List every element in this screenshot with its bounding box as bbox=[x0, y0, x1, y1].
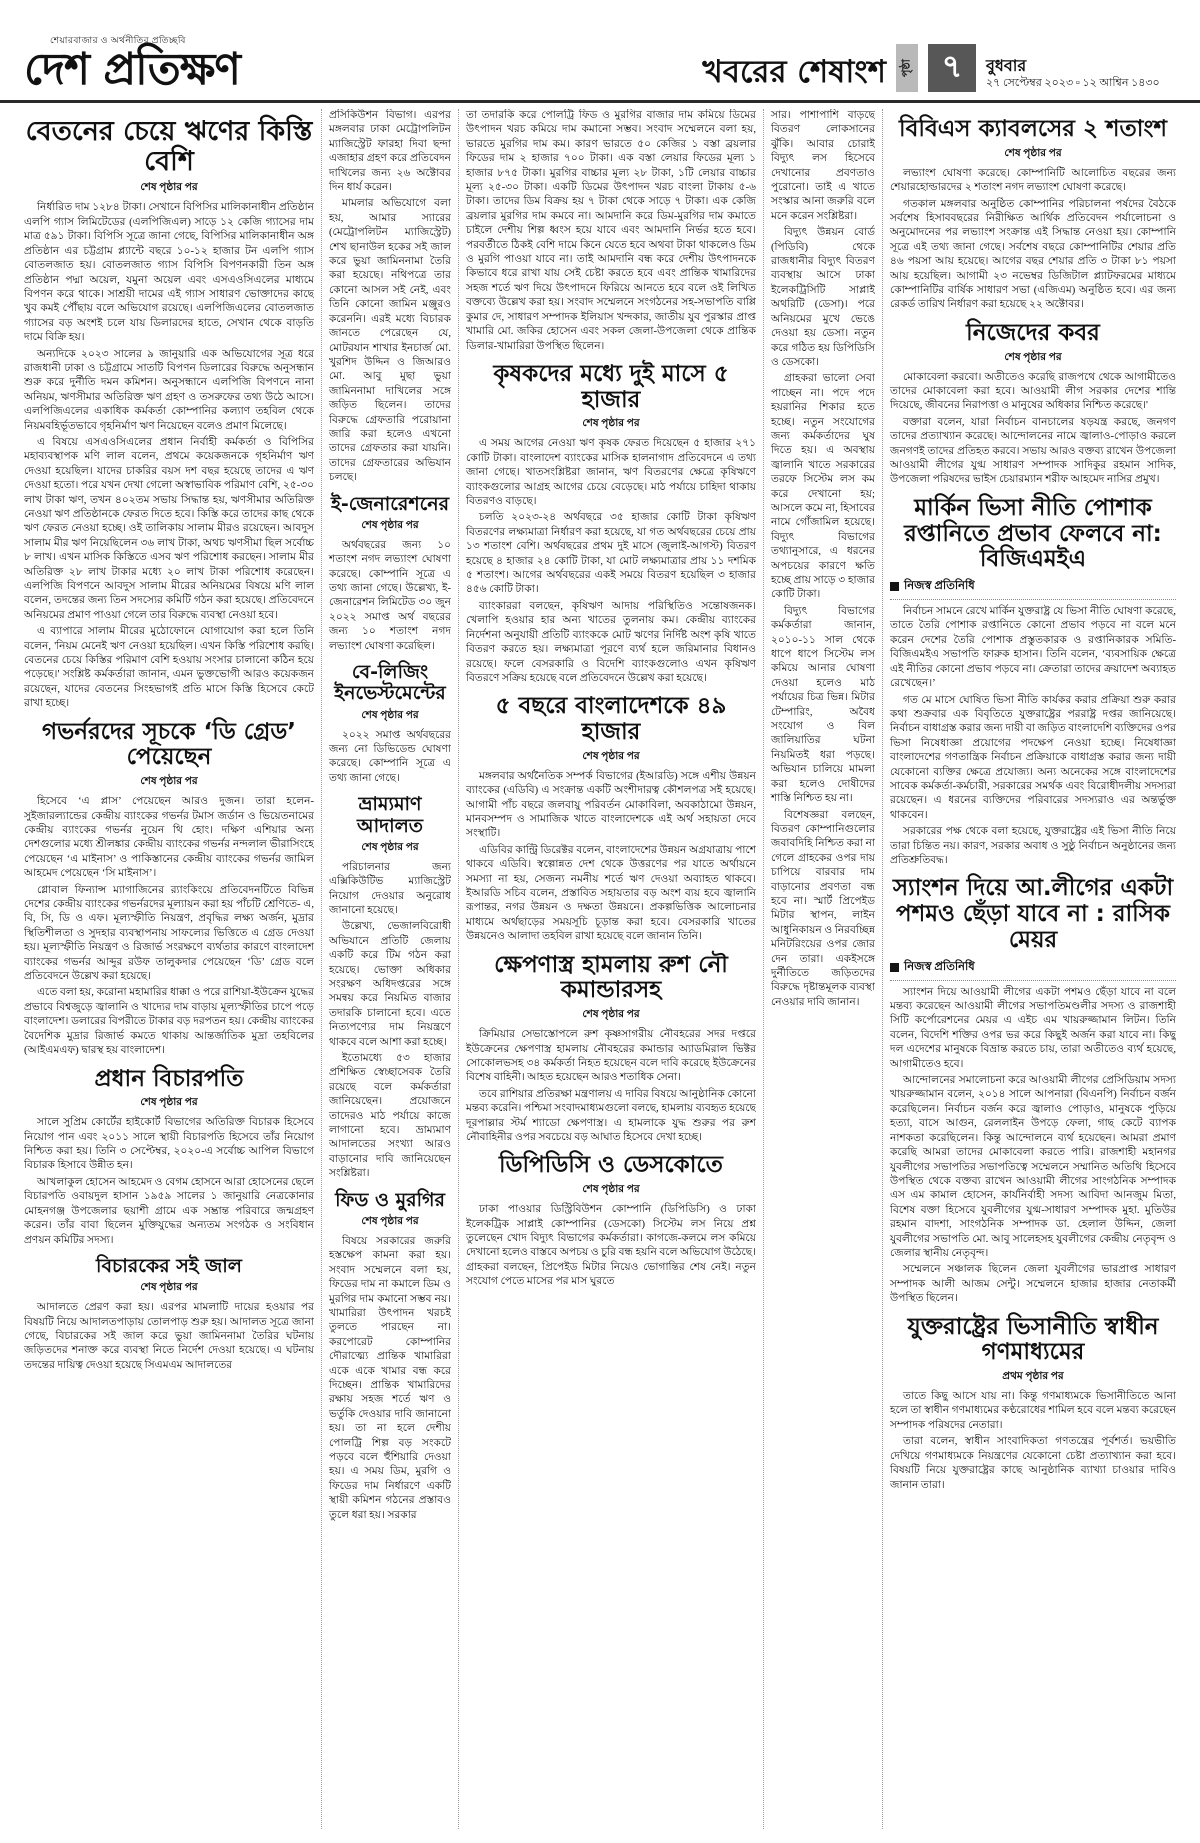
article bbox=[771, 109, 875, 1010]
body-paragraph: এ বিষয়ে এসএওসিএলের প্রধান নির্বাহী কর্মকর্তা ও বিপিসির মহাব্যবস্থাপক মণি লাল বলেন, প্রথমে কয়েকজনকে গৃহনির্মাণ ঋণ দেওয়া হয়েছিল। যাদের চাকরির বয়স দশ বছর হয়েছে তাদের এ ঋণ দেওয়া হতো। পরে যখন দেখা গেলো অস্বাভাবিক পরিমাণ বেশি, ২৫-৩০ লাখ টাকা ঋণ, তখন ৪০২তম সভায় সিদ্ধান্ত হয়, ঋণসীমার অতিরিক্ত নেওয়া ঋণ প্রতিষ্ঠানকে ফেরত দিতে হবে। কিস্তি করে তাদের কাছ থেকে ঋণ ফেরত নেওয়া হচ্ছে। ওই তালিকায় সালাম মীরও রয়েছেন। আবদুস সালাম মীর ঋণ নিয়েছিলেন ৩৬ লাখ টাকা, অথচ ঋণসীমা ছিল সর্বোচ্চ ৮ লাখ। এখন মাসিক কিস্তিতে এসব ঋণ পরিশোধ করছেন। সালাম মীর অতিরিক্ত ২৮ লাখ টাকার মধ্যে ২০ লাখ টাকা পরিশোধ করেছেন। এলপিজি বিপণনে আবদুস সালাম মীরের অনিয়মের বিষয়ে মণি লাল বলেন, তদন্তের জন্য তিন সদস্যের কমিটি গঠন করা হয়েছে। প্রতিবেদনে অনিয়মের প্রমাণ পাওয়া গেলে তার বিরুদ্ধে ব্যবস্থা নেওয়া হবে। bbox=[24, 436, 314, 621]
article bbox=[329, 494, 451, 655]
newspaper-logo-block bbox=[24, 33, 241, 95]
article-headline: কৃষকদের মধ্যে দুই মাসে ৫ হাজার bbox=[493, 360, 729, 413]
article bbox=[890, 117, 1176, 313]
body-paragraph: ২০২২ সমাপ্ত অর্থবছরের জন্য নো ডিভিডেন্ড ঘোষণা করেছে। কোম্পানি সূত্রে এ তথ্য জানা গেছে। bbox=[329, 729, 451, 784]
article bbox=[329, 794, 451, 1181]
body-paragraph: তা তদারকি করে পোলট্রি ফিড ও মুরগির বাজার দাম কমিয়ে ডিমের উৎপাদন খরচ কমিয়ে দাম কমানো সম্ভব। সংবাদ সম্মেলনে বলা হয়, ভারতে মুরগির দাম কম। কারণ ভারতে ৫০ কেজির ১ বস্তা ব্রয়লার ফিডের দাম ২ হাজার ৭০০ টাকা। এক বস্তা লেয়ার ফিডের মূল্য ১ হাজার ৮৭৫ টাকা। মুরগির বাচ্চার মূল্য ২৮ টাকা, ১টি লেয়ার বাচ্চার মূল্য ২৫-৩০ টাকা। একটি ডিমের উৎপাদন খরচ বাংলা টাকায় ৫-৬ টাকা। তাদের ডিম বিক্রয় হয় ৭ টাকা থেকে সাড়ে ৭ টাকা। এক কেজি ব্রয়লার মুরগির দাম কমবে না। আমদানি করে ডিম-মুরগির দাম কমাতে চাইলে দেশীয় শিল্প ধ্বংস হয়ে যাবে এবং আমদানি নির্ভর হতে হবে। পরবর্তীতে ঠিকই বেশি দামে কিনে যেতে হবে অথবা টাকা থাকলেও ডিম ও মুরগি পাওয়া যাবে না। তাই আমদানি বন্ধ করে দেশীয় উৎপাদনকে কিভাবে ধরে রাখা যায় সেই চেষ্টা করতে হবে এবং প্রান্তিক খামারিদের সহজ শর্তে ঋণ দিয়ে উৎপাদনে ফিরিয়ে আনতে হবে বলে ওই লিখিত বক্তব্যে উল্লেখ করা হয়। সংবাদ সম্মেলনে সংগঠনের সহ-সভাপতি বাপ্পি কুমার দে, সাধারণ সম্পাদক ইলিয়াস খন্দকার, জাতীয় যুব পুরস্কার প্রাপ্ত খামারি মো. জকির হোসেন এবং সকল জেলা-উপজেলা থেকে প্রান্তিক ডিলার-খামারিরা উপস্থিত ছিলেন। bbox=[466, 110, 756, 352]
column-1 bbox=[24, 109, 314, 1829]
body-paragraph: মোকাবেলা করবো। অতীতেও করেছি রাজপথে থেকে আগামীতেও তাদের মোকাবেলা করা হবে। আওয়ামী লীগ সরকার দেশের শান্তি দিয়েছে, জীবনের নিরাপত্তা ও মানুষের অধিকার নিশ্চিত করেছে।' bbox=[890, 371, 1176, 412]
continued-from-label: শেষ পৃষ্ঠার পর bbox=[361, 709, 419, 721]
article bbox=[466, 694, 756, 944]
continued-from-label: শেষ পৃষ্ঠার পর bbox=[140, 1097, 198, 1109]
article bbox=[890, 321, 1176, 488]
article-headline: বিবিএস ক্যাবলসের ২ শতাংশ bbox=[899, 116, 1167, 142]
continued-from-label: শেষ পৃষ্ঠার পর bbox=[361, 841, 419, 853]
byline-text: নিজস্ব প্রতিনিধি bbox=[904, 580, 975, 593]
byline bbox=[890, 958, 1176, 977]
body-paragraph: ঢাকা পাওয়ার ডিস্ট্রিবিউশন কোম্পানি (ডিপিডিসি) ও ঢাকা ইলেকট্রিক সাপ্লাই কোম্পানির (ডেসকো) সিস্টেম লস নিয়ে প্রশ্ন তুলেছেন খোদ বিদ্যুৎ বিভাগের কর্মকর্তারা। কাগজে-কলমে লস কমিয়ে দেখানো হলেও বাস্তবে অপচয় ও চুরি বন্ধ হয়নি বলে অভিযোগ উঠেছে। গ্রাহকরা বলছেন, প্রিপেইড মিটার নিয়েও ভোগান্তির শেষ নেই। নতুন সংযোগ পেতে মাসের পর মাস ঘুরতে bbox=[466, 1204, 756, 1288]
body-paragraph: আদালতে প্রেরণ করা হয়। এরপর মামলাটি দায়ের হওয়ার পর বিষয়টি নিয়ে আদালতপাড়ায় তোলপাড় শুরু হয়। আদালত সূত্রে জানা গেছে, বিচারকের সই জাল করে ভুয়া জামিননামা তৈরির ঘটনায় জড়িতদের শনাক্ত করে ব্যবস্থা নিতে নির্দেশ দেওয়া হয়েছে। এ ঘটনায় তদন্তের দায়িত্ব দেওয়া হয়েছে সিএমএম আদালতের bbox=[24, 1302, 314, 1371]
byline-rule bbox=[890, 599, 1176, 600]
body-paragraph: উল্লেখ্য, ভেজালবিরোধী অভিযানে প্রতিটি জেলায় একটি করে টিম গঠন করা হয়েছে। ভোক্তা অধিকার সংরক্ষণ অধিদপ্তরের সঙ্গে সমন্বয় করে নিয়মিত বাজার তদারকি চালানো হবে। এতে নিত্যপণ্যের দাম নিয়ন্ত্রণে থাকবে বলে আশা করা হচ্ছে। bbox=[329, 921, 451, 1048]
continued-from-label: প্রথম পৃষ্ঠার পর bbox=[1002, 1371, 1064, 1383]
article-headline: বিচারকের সই জাল bbox=[96, 1254, 242, 1277]
column-2 bbox=[321, 109, 451, 1829]
body-paragraph: ব্যাংকাররা বলছেন, কৃষিঋণ আদায় পরিস্থিতিও সন্তোষজনক। খেলাপি হওয়ার হার অন্য খাতের তুলনায় কম। কেন্দ্রীয় ব্যাংকের নির্দেশনা অনুযায়ী প্রতিটি ব্যাংককে মোট ঋণের নির্দিষ্ট অংশ কৃষি খাতে বিতরণ করতে হয়। লক্ষ্যমাত্রা পূরণে ব্যর্থ হলে জরিমানার বিধানও রয়েছে। ফলে বেসরকারি ও বিদেশি ব্যাংকগুলোও এখন কৃষিঋণ বিতরণে সক্রিয় হয়েছে বলে প্রতিবেদনে উল্লেখ করা হয়েছে। bbox=[466, 600, 756, 684]
article-headline: নিজেদের কবর bbox=[966, 319, 1100, 346]
article bbox=[890, 496, 1176, 869]
continued-from-label: শেষ পৃষ্ঠার পর bbox=[140, 1282, 198, 1294]
continued-from-label: শেষ পৃষ্ঠার পর bbox=[140, 776, 198, 788]
continued-from-label: শেষ পৃষ্ঠার পর bbox=[361, 519, 419, 531]
article-headline: ভ্রাম্যমাণ আদালত bbox=[356, 793, 424, 837]
page-number-box: ৭ bbox=[928, 44, 976, 92]
date-label: ২৭ সেপ্টেম্বর ২০২৩ ▫ ১২ আশ্বিন ১৪৩০ bbox=[986, 76, 1160, 89]
body-paragraph: চলতি ২০২৩-২৪ অর্থবছরে ৩৫ হাজার কোটি টাকা কৃষিঋণ বিতরণের লক্ষ্যমাত্রা নির্ধারণ করা হয়েছে, যা গত অর্থবছরের চেয়ে প্রায় ১৩ শতাংশ বেশি। অর্থবছরের প্রথম দুই মাসে (জুলাই-আগস্ট) বিতরণ হয়েছে ৪ হাজার ২৪ কোটি টাকা, যা মোট লক্ষ্যমাত্রার প্রায় ১১ দশমিক ৫ শতাংশ। আগের অর্থবছরের একই সময়ে বিতরণ হয়েছিল ৩ হাজার ৪৫৬ কোটি টাকা। bbox=[466, 512, 756, 596]
article bbox=[466, 109, 756, 354]
body-paragraph: সম্মেলনে সঞ্চালক ছিলেন জেলা যুবলীগের ভারপ্রাপ্ত সাধারণ সম্পাদক আলী আজম সেন্টু। সম্মেলনে হাজার হাজার নেতাকর্মী উপস্থিত ছিলেন। bbox=[890, 1264, 1176, 1305]
body-paragraph: সার। পাশাপাশি বাড়ছে বিতরণ লোকসানের ঝুঁকি। আবার চোরাই বিদ্যুৎ লস হিসেবে দেখানোর প্রবণতাও পুরোনো। তাই এ খাতে সংস্কার আনা জরুরি বলে মনে করেন সংশ্লিষ্টরা। bbox=[771, 110, 875, 222]
article-headline: বেতনের চেয়ে ঋণের কিস্তি বেশি bbox=[25, 116, 313, 178]
article-headline: ৫ বছরে বাংলাদেশকে ৪৯ হাজার bbox=[495, 693, 727, 746]
continued-from-label: শেষ পৃষ্ঠার পর bbox=[140, 182, 198, 194]
body-paragraph: গ্লোবাল ফিন্যান্স ম্যাগাজিনের র‌্যাংকিংয়ে প্রতিবেদনটিতে বিভিন্ন দেশের কেন্দ্রীয় ব্যাংকের গভর্নরদের মূল্যায়ন করা হয় পাঁচটি শ্রেণিতে- এ, বি, সি, ডি ও এফ। মূল্যস্ফীতি নিয়ন্ত্রণ, প্রবৃদ্ধির লক্ষ্য অর্জন, মুদ্রার স্থিতিশীলতা ও সুদহার ব্যবস্থাপনায় সাফল্যের ভিত্তিতে এ গ্রেড দেওয়া হয়। মূল্যস্ফীতি নিয়ন্ত্রণ ও রিজার্ভ সংরক্ষণে ব্যর্থতার কারণে বাংলাদেশ ব্যাংকের গভর্নর আব্দুর রউফ তালুকদার পেয়েছেন ‘ডি’ গ্রেড বলে প্রতিবেদনে উল্লেখ করা হয়েছে। bbox=[24, 884, 314, 983]
byline-text: নিজস্ব প্রতিনিধি bbox=[904, 960, 975, 973]
article bbox=[329, 1190, 451, 1523]
article bbox=[466, 362, 756, 686]
article bbox=[24, 1067, 314, 1248]
page-label-box: পৃষ্ঠা bbox=[896, 44, 918, 92]
body-paragraph: গত মে মাসে ঘোষিত ভিসা নীতি কার্যকর করার প্রক্রিয়া শুরু করার কথা শুক্রবার এক বিবৃতিতে যুক্তরাষ্ট্রের পররাষ্ট্র দপ্তর জানিয়েছে। নির্বাচন বাধাগ্রস্ত করার জন্য দায়ী বা জড়িত বাংলাদেশি ব্যক্তিদের ওপর ভিসা নিষেধাজ্ঞা প্রয়োগের পদক্ষেপ নেওয়া হচ্ছে। নিষেধাজ্ঞা বাংলাদেশের গণতান্ত্রিক নির্বাচন প্রক্রিয়াকে বাধাগ্রস্ত করার জন্য দায়ী যেকোনো ব্যক্তির ক্ষেত্রে প্রযোজ্য। অন্য অনেকের সঙ্গে বাংলাদেশের সাবেক কর্মকর্তা-কর্মচারী, সরকারের সমর্থক এবং বিরোধীদলীয় সদস্যরা রয়েছেন। এ ধরনের ব্যক্তিদের পরিবারের সদস্যরাও এর অন্তর্ভুক্ত থাকবেন। bbox=[890, 694, 1176, 821]
article-headline: স্যাংশন দিয়ে আ.লীগের একটা পশমও ছেঁড়া যাবে না : রাসিক মেয়র bbox=[892, 875, 1174, 953]
body-paragraph: বিশেষজ্ঞরা বলছেন, বিতরণ কোম্পানিগুলোর জবাবদিহি নিশ্চিত করা না গেলে গ্রাহকের ওপর দায় চাপিয়ে বারবার দাম বাড়ানোর প্রবণতা বন্ধ হবে না। স্মার্ট প্রিপেইড মিটার স্থাপন, লাইন আধুনিকায়ন ও নিরবচ্ছিন্ন মনিটরিংয়ের ওপর জোর দেন তারা। একইসঙ্গে দুর্নীতিতে জড়িতদের বিরুদ্ধে দৃষ্টান্তমূলক ব্যবস্থা নেওয়ার দাবি জানান। bbox=[771, 809, 875, 1008]
article-headline: ডিপিডিসি ও ডেসকোতে bbox=[499, 1152, 723, 1179]
body-paragraph: অর্থবছরের জন্য ১০ শতাংশ নগদ লভ্যাংশ ঘোষণা করেছে। কোম্পানি সূত্রে এ তথ্য জানা গেছে। উল্লেখ্য, ই-জেনারেশন লিমিটেড ৩০ জুন ২০২২ সমাপ্ত অর্থ বছরের জন্য ১০ শতাংশ নগদ লভ্যাংশ ঘোষণা করেছিল। bbox=[329, 539, 451, 652]
body-paragraph: পরিচালনার জন্য এক্সিকিউটিভ ম্যাজিস্ট্রেট নিয়োগ দেওয়ার অনুরোধ জানানো হয়েছে। bbox=[329, 861, 451, 916]
body-paragraph: ইতোমধ্যে ৫৩ হাজার প্রশিক্ষিত স্বেচ্ছাসেবক তৈরি রয়েছে বলে কর্মকর্তারা জানিয়েছেন। প্রয়োজনে তাদেরও মাঠ পর্যায়ে কাজে লাগানো হবে। ভ্রাম্যমাণ আদালতের সংখ্যা আরও বাড়ানোর দাবি জানিয়েছেন সংশ্লিষ্টরা। bbox=[329, 1053, 451, 1180]
article-headline: ক্ষেপণাস্ত্র হামলায় রুশ নৌ কমান্ডারসহ bbox=[494, 951, 728, 1004]
body-paragraph: বিষয়ে সরকারের জরুরি হস্তক্ষেপ কামনা করা হয়। সংবাদ সম্মেলনে বলা হয়, ফিডের দাম না কমালে ডিম ও মুরগির দাম কমানো সম্ভব নয়। খামারিরা উৎপাদন খরচই তুলতে পারছেন না। করপোরেট কোম্পানির দৌরাত্ম্যে প্রান্তিক খামারিরা একে একে খামার বন্ধ করে দিচ্ছেন। প্রান্তিক খামারিদের রক্ষায় সহজ শর্তে ঋণ ও ভর্তুকি দেওয়ার দাবি জানানো হয়। তা না হলে দেশীয় পোলট্রি শিল্প বড় সংকটে পড়বে বলে হুঁশিয়ারি দেওয়া হয়। এ সময় ডিম, মুরগি ও ফিডের দাম নির্ধারণে একটি স্থায়ী কমিশন গঠনের প্রস্তাবও তুলে ধরা হয়। সরকার bbox=[329, 1235, 451, 1521]
article bbox=[24, 117, 314, 712]
body-paragraph: বিদ্যুৎ উন্নয়ন বোর্ড (পিডিবি) থেকে রাজধানীর বিদ্যুৎ বিতরণ ব্যবস্থায় আসে ঢাকা ইলেকট্রিসিটি সাপ্লাই অথরিটি (ডেসা)। পরে অনিয়মের মুখে ভেঙে দেওয়া হয় ডেসা। নতুন করে গঠিত হয় ডিপিডিসি ও ডেসকো। bbox=[771, 227, 875, 368]
article-headline: প্রধান বিচারপতি bbox=[94, 1065, 244, 1092]
body-paragraph: প্রসিকিউশন বিভাগ। এরপর মঙ্গলবার ঢাকা মেট্রোপলিটন ম্যাজিস্ট্রেট ফারহা দিবা ছন্দা এজাহার গ্রহণ করে প্রতিবেদন দাখিলের জন্য ২৬ অক্টোবর দিন ধার্য করেন। bbox=[329, 110, 451, 194]
body-paragraph: এতে বলা হয়, করোনা মহামারির ধাক্কা ও পরে রাশিয়া-ইউক্রেন যুদ্ধের প্রভাবে বিশ্বজুড়ে জ্বালানি ও খাদ্যের দাম বাড়ায় মূল্যস্ফীতির চাপে পড়ে বাংলাদেশ। ডলারের বিপরীতে টাকার বড় দরপতন হয়। কেন্দ্রীয় ব্যাংকের বৈদেশিক মুদ্রার রিজার্ভ কমতে থাকায় আন্তর্জাতিক মুদ্রা তহবিলের (আইএমএফ) দ্বারস্থ হয় বাংলাদেশ। bbox=[24, 987, 314, 1057]
body-paragraph: গতকাল মঙ্গলবার অনুষ্ঠিত কোম্পানির পরিচালনা পর্ষদের বৈঠকে সর্বশেষ হিসাববছরের নিরীক্ষিত আর্থিক প্রতিবেদন পর্যালোচনা ও অনুমোদনের পর লভ্যাংশ সংক্রান্ত এই সিদ্ধান্ত নেওয়া হয়। কোম্পানি সূত্রে এই তথ্য জানা গেছে। সর্বশেষ বছরে কোম্পানিটির শেয়ার প্রতি ৪৬ পয়সা আয় হয়েছে। আগের বছর শেয়ার প্রতি ৩ টাকা ৮১ পয়সা আয় হয়েছিল। আগামী ২৩ নভেম্বর ডিজিটাল প্ল্যাটফরমের মাধ্যমে কোম্পানিটির বার্ষিক সাধারণ সভা (এজিএম) অনুষ্ঠিত হবে। এর জন্য রেকর্ড তারিখ নির্ধারণ করা হয়েছে ২২ অক্টোবর। bbox=[890, 198, 1176, 311]
body-paragraph: অন্যদিকে ২০২৩ সালের ৯ জানুয়ারি এক অভিযোগের সূত্র ধরে রাজধানী ঢাকা ও চট্টগ্রামে সাতটি বিপণন ডিলারের বিরুদ্ধে অনুসন্ধান শুরু করে দুর্নীতি দমন কমিশন। অনুসন্ধানে এলপিজি বিপণনে নানা অনিয়ম, ঋণসীমার অতিরিক্ত ঋণ গ্রহণ ও তসরুফের তথ্য উঠে আসে। এলপিজিএলের একাধিক কর্মকর্তা কোম্পানির কল্যাণ তহবিল থেকে নিয়মবহির্ভূতভাবে গৃহনির্মাণ ঋণ নিয়েছেন বলেও প্রমাণ মিলেছে। bbox=[24, 348, 314, 432]
body-paragraph: হিসেবে ‘এ প্লাস’ পেয়েছেন আরও দুজন। তারা হলেন- সুইজারল্যান্ডের কেন্দ্রীয় ব্যাংকের গভর্নর টমাস জর্ডান ও ভিয়েতনামের কেন্দ্রীয় ব্যাংকের গভর্নর নুয়েন থি হোং। দক্ষিণ এশিয়ার অন্য দেশগুলোর মধ্যে শ্রীলঙ্কার কেন্দ্রীয় ব্যাংকের গভর্নর নন্দলাল ভীরাসিংহে পেয়েছেন ‘এ মাইনাস’ ও পাকিস্তানের কেন্দ্রীয় ব্যাংকের গভর্নর জামিল আহমেদ পেয়েছেন ‘সি মাইনাস’। bbox=[24, 796, 314, 880]
body-paragraph: গ্রাহকরা ভালো সেবা পাচ্ছেন না। পদে পদে হয়রানির শিকার হতে হচ্ছে। নতুন সংযোগের জন্য কর্মকর্তাদের ঘুষ দিতে হয়। এ অবস্থায় জ্বালানি খাতে সরকারের তরফে সিস্টেম লস কম করে দেখানো হয়; আসলে কমে না, হিসাবের নামে গোঁজামিল হয়েছে। বিদ্যুৎ বিভাগের তথ্যানুসারে, এ ধরনের অপচয়ের কারণে ক্ষতি হচ্ছে প্রায় সাড়ে ৩ হাজার কোটি টাকা। bbox=[771, 373, 875, 601]
column-area bbox=[0, 103, 1200, 1829]
body-paragraph: ক্রিমিয়ার সেভাস্তোপলে রুশ কৃষ্ণসাগরীয় নৌবহরের সদর দপ্তরে ইউক্রেনের ক্ষেপণাস্ত্র হামলায় নৌবহরের কমান্ডার অ্যাডমিরাল ভিক্টর সোকোলভসহ ৩৪ কর্মকর্তা নিহত হয়েছেন বলে দাবি করেছে ইউক্রেনের বিশেষ বাহিনী। আহত হয়েছেন আরও শতাধিক সেনা। bbox=[466, 1029, 756, 1084]
article bbox=[24, 720, 314, 1059]
column-5 bbox=[882, 109, 1176, 1829]
body-paragraph: এ সময় আগের নেওয়া ঋণ কৃষক ফেরত দিয়েছেন ৫ হাজার ২৭১ কোটি টাকা। বাংলাদেশ ব্যাংকের মাসিক হালনাগাদ প্রতিবেদনে এ তথ্য জানা গেছে। খাতসংশ্লিষ্টরা জানান, ঋণ বিতরণের ক্ষেত্রে কৃষিঋণে ব্যাংকগুলোর আগ্রহ আগের চেয়ে বেড়েছে। মাঠ পর্যায়ে চাহিদা থাকায় বিতরণও বাড়ছে। bbox=[466, 438, 756, 508]
article-headline: গভর্নরদের সূচকে ‘ডি গ্রেড’ পেয়েছেন bbox=[42, 718, 296, 771]
article-headline: ই-জেনারেশনের bbox=[330, 492, 450, 515]
article bbox=[24, 1256, 314, 1373]
section-title: খবরের শেষাংশ bbox=[702, 54, 886, 90]
body-paragraph: মামলার অভিযোগে বলা হয়, আমার স্যারের (মেট্রোপলিটন ম্যাজিস্ট্রেট) শেখ ছানাউল হকের সই জাল করে ভুয়া জামিননামা তৈরি করা হয়েছে। নথিপত্রে তার কোনো আসল সই নেই, এবং তিনি কোনো জামিন মঞ্জুরও করেননি। এরই মধ্যে বিচারক জানতে পেরেছেন যে, মোটরযান শাখার ইনচার্জ মো. খুরশিদ উদ্দিন ও জিআরও মো. আবু মুছা ভুয়া জামিননামা দাখিলের সঙ্গে জড়িত ছিলেন। তাদের বিরুদ্ধে গ্রেফতারি পরোয়ানা জারি করা হলেও এখনো তাদের গ্রেফতার করা যায়নি। তাদের গ্রেফতারের অভিযান চলছে। bbox=[329, 198, 451, 484]
body-paragraph: বক্তারা বলেন, যারা নির্বাচন বানচালের ষড়যন্ত্র করছে, জনগণ তাদের প্রত্যাখ্যান করেছে। আন্দোলনের নামে জ্বালাও-পোড়াও করলে জনগণই তাদের প্রতিহত করবে। সভায় আরও বক্তব্য রাখেন উপজেলা আওয়ামী লীগের যুগ্ম সাধারণ সম্পাদক সাদিকুর রহমান সাদিক, উপজেলা পরিষদের ভাইস চেয়ারম্যান শরীফ আহমেদ নাসির প্রমুখ। bbox=[890, 416, 1176, 486]
article bbox=[466, 953, 756, 1146]
body-paragraph: লভ্যাংশ ঘোষণা করেছে। কোম্পানিটি আলোচিত বছরের জন্য শেয়ারহোল্ডারদের ২ শতাংশ নগদ লভ্যাংশ ঘোষণা করেছে। bbox=[890, 167, 1176, 194]
column-3 bbox=[458, 109, 756, 1829]
date-block bbox=[986, 57, 1176, 92]
weekday-label: বুধবার bbox=[986, 57, 1027, 75]
byline-rule bbox=[890, 980, 1176, 981]
body-paragraph: নির্ধারিত দাম ১২৮৪ টাকা। সেখানে বিপিসির মালিকানাধীন প্রতিষ্ঠান এলপি গ্যাস লিমিটেডের (এলপিজিএল) সাড়ে ১২ কেজি গ্যাসের দাম মাত্র ৫৯১ টাকা। বিপিসি সূত্রে জানা গেছে, বিপিসির মালিকানাধীন অঙ্গ প্রতিষ্ঠান এর চট্টগ্রাম প্ল্যান্টে বছরে ১০-১২ হাজার টন এলপি গ্যাস বোতলজাত হয়। বোতলজাত গ্যাস বিপিসি বিপণনকারী তিন অঙ্গ প্রতিষ্ঠান পদ্মা অয়েল, যমুনা অয়েল এবং এসএওসিএলের মাধ্যমে বিপণন করে থাকে। সাশ্রয়ী দামের এই গ্যাস সাধারণ ভোক্তাদের কাছে খুব কমই পৌঁছায় বলে অভিযোগ রয়েছে। এলপিজিএলের বোতলজাত গ্যাসের বড় অংশই চলে যায় ডিলারদের হাতে, সেখান থেকে বাড়তি দামে বিক্রি হয়। bbox=[24, 202, 314, 344]
body-paragraph: তবে রাশিয়ার প্রতিরক্ষা মন্ত্রণালয় এ দাবির বিষয়ে আনুষ্ঠানিক কোনো মন্তব্য করেনি। পশ্চিমা সংবাদমাধ্যমগুলো বলছে, হামলায় ব্যবহৃত হয়েছে দূরপাল্লার স্টর্ম শ্যাডো ক্ষেপণাস্ত্র। এ হামলাকে যুদ্ধ শুরুর পর রুশ নৌবাহিনীর ওপর সবচেয়ে বড় আঘাত হিসেবে দেখা হচ্ছে। bbox=[466, 1088, 756, 1144]
logo-tagline: শেয়ারবাজার ও অর্থনীতির প্রতিচ্ছবি bbox=[50, 35, 186, 45]
body-paragraph: তাতে কিছু আসে যায় না। কিন্তু গণমাধ্যমকে ভিসানীতিতে আনা হলে তা স্বাধীন গণমাধ্যমের কণ্ঠরোধের শামিল হবে বলে মন্তব্য করেছেন সম্পাদক পরিষদের নেতারা। bbox=[890, 1391, 1176, 1431]
continued-from-label: শেষ পৃষ্ঠার পর bbox=[582, 1184, 640, 1196]
body-paragraph: আন্দোলনের সমালোচনা করে আওয়ামী লীগের প্রেসিডিয়াম সদস্য খায়রুজ্জামান বলেন, ২০১৪ সালে আপনারা (বিএনপি) নির্বাচন বর্জন করেছিলেন। নির্বাচন বর্জন করে জ্বালাও পোড়াও, মানুষকে পুড়িয়ে হত্যা, বাসে আগুন, রেললাইন উপড়ে ফেলা, গাছ কেটে ব্যাপক নাশকতা করেছিলেন। কিন্তু আন্দোলনে ব্যর্থ হয়েছেন। আমরা প্রমাণ করেছি আমরা তাদের মোকাবেলা করতে পারি। রাজশাহী মহানগর যুবলীগের সভাপতির সভাপতিত্বে সম্মেলনে সম্মানিত অতিথি হিসেবে উপস্থিত থেকে বক্তব্য রাখেন আওয়ামী লীগের সাংগঠনিক সম্পাদক এস এম কামাল হোসেন, কার্যনির্বাহী সদস্য আবিদা আনজুম মিতা, বিশেষ বক্তা হিসেবে যুবলীগের যুগ্ম-সাধারণ সম্পাদক মুহা. মুতিউর রহমান বাদশা, সাংগঠনিক সম্পাদক ডা. হেলাল উদ্দিন, জেলা যুবলীগের সভাপতি মো. আবু সালেহসহ যুবলীগের কেন্দ্রীয় নেতৃবৃন্দ ও জেলার স্থানীয় নেতৃবৃন্দ। bbox=[890, 1075, 1176, 1259]
continued-from-label: শেষ পৃষ্ঠার পর bbox=[582, 750, 640, 762]
byline bbox=[890, 577, 1176, 596]
body-paragraph: আখলাকুল হোসেন আহমেদ ও বেগম হোসনে আরা হোসেনের ছেলে বিচারপতি ওবায়দুল হাসান ১৯৫৯ সালের ১ জানুয়ারি নেত্রকোনার মোহনগঞ্জ উপজেলার ছয়াশী গ্রামে এক সম্ভ্রান্ত পরিবারে জন্মগ্রহণ করেন। তাঁর বাবা ছিলেন মুক্তিযুদ্ধের অন্যতম সংগঠক ও সংবিধান প্রণয়ন কমিটির সদস্য। bbox=[24, 1176, 314, 1246]
byline-marker-icon bbox=[890, 582, 899, 591]
body-paragraph: সরকারের পক্ষ থেকে বলা হয়েছে, যুক্তরাষ্ট্রের এই ভিসা নীতি নিয়ে তারা চিন্তিত নয়। কারণ, সরকার অবাধ ও সুষ্ঠু নির্বাচন অনুষ্ঠানের জন্য প্রতিশ্রুতিবদ্ধ। bbox=[890, 826, 1176, 866]
body-paragraph: বিদ্যুৎ বিভাগের কর্মকর্তারা জানান, ২০১০-১১ সাল থেকে ধাপে ধাপে সিস্টেম লস কমিয়ে আনার ঘোষণা দেওয়া হলেও মাঠ পর্যায়ের চিত্র ভিন্ন। মিটার টেম্পারিং, অবৈধ সংযোগ ও বিল জালিয়াতির ঘটনা নিয়মিতই ধরা পড়ছে। অভিযান চালিয়ে মামলা করা হলেও দোষীদের শাস্তি নিশ্চিত হয় না। bbox=[771, 605, 875, 805]
byline-marker-icon bbox=[890, 963, 899, 972]
column-4 bbox=[763, 109, 875, 1829]
body-paragraph: স্যাংশন দিয়ে আওয়ামী লীগের একটা পশমও ছেঁড়া যাবে না বলে মন্তব্য করেছেন আওয়ামী লীগের সভাপতিমণ্ডলীর সদস্য ও রাজশাহী সিটি কর্পোরেশনের মেয়র এ এইচ এম খায়রুজ্জামান লিটন। তিনি বলেন, বিদেশি শক্তির ওপর ভর করে কিছুই অর্জন করা যাবে না। কিছু দল এদেশের মানুষকে বিভ্রান্ত করতে চায়, তারা অতীতেও ব্যর্থ হয়েছে, আগামীতেও হবে। bbox=[890, 986, 1176, 1070]
body-paragraph: এডিবির কান্ট্রি ডিরেক্টর বলেন, বাংলাদেশের উন্নয়ন অগ্রযাত্রায় পাশে থাকবে এডিবি। স্বল্পোন্নত দেশ থেকে উত্তরণের পর যাতে অর্থায়নে সমস্যা না হয়, সেজন্য নমনীয় শর্তে ঋণ দেওয়া অব্যাহত থাকবে। ইআরডি সচিব বলেন, প্রস্তাবিত সহায়তার বড় অংশ ব্যয় হবে জ্বালানি রূপান্তর, নগর উন্নয়ন ও দক্ষতা উন্নয়নে। প্রকল্পভিত্তিক আলোচনার মাধ্যমে অর্থছাড়ের সময়সূচি চূড়ান্ত করা হবে। বেসরকারি খাতের উন্নয়নেও আলাদা তহবিল রাখা হয়েছে বলে জানান তিনি। bbox=[466, 844, 756, 943]
body-paragraph: তারা বলেন, স্বাধীন সাংবাদিকতা গণতন্ত্রের পূর্বশর্ত। ভয়ভীতি দেখিয়ে গণমাধ্যমকে নিয়ন্ত্রণের যেকোনো চেষ্টা প্রত্যাখ্যান করা হবে। বিষয়টি নিয়ে যুক্তরাষ্ট্রের কাছে আনুষ্ঠানিক ব্যাখ্যা চাওয়ার দাবিও জানান তারা। bbox=[890, 1436, 1176, 1491]
masthead bbox=[0, 0, 1200, 103]
body-paragraph: নির্বাচন সামনে রেখে মার্কিন যুক্তরাষ্ট্র যে ভিসা নীতি ঘোষণা করেছে, তাতে তৈরি পোশাক রপ্তানিতে কোনো প্রভাব পড়বে না বলে মনে করেন দেশের তৈরি পোশাক প্রস্তুতকারক ও রপ্তানিকারক সমিতি-বিজিএমইএ সভাপতি ফারুক হাসান। তিনি বলেন, ‘ব্যবসায়িক ক্ষেত্রে এই নীতির কোনো প্রভাব পড়বে না। ক্রেতারা তাদের ক্রয়াদেশ অব্যাহত রেখেছেন।’ bbox=[890, 606, 1176, 690]
article bbox=[890, 876, 1176, 1306]
article bbox=[329, 109, 451, 486]
article bbox=[466, 1153, 756, 1289]
body-paragraph: এ ব্যাপারে সালাম মীরের মুঠোফোনে যোগাযোগ করা হলে তিনি বলেন, 'নিয়ম মেনেই ঋণ নেওয়া হয়েছিল। এখন কিস্তি পরিশোধ করছি। বেতনের চেয়ে কিস্তির পরিমাণ বেশি হওয়ায় সংসার চালানো কঠিন হয়ে পড়েছে।' সংশ্লিষ্ট কর্মকর্তারা জানান, এমন ভুক্তভোগী আরও কয়েকজন রয়েছেন, যাদের বেতনের সিংহভাগই প্রতি মাসে কিস্তি হিসেবে কেটে রাখা হচ্ছে। bbox=[24, 626, 314, 710]
masthead-right bbox=[702, 44, 1176, 92]
article bbox=[329, 662, 451, 786]
article-headline: ফিড ও মুরগির bbox=[335, 1188, 445, 1211]
body-paragraph: মঙ্গলবার অর্থনৈতিক সম্পর্ক বিভাগের (ইআরডি) সঙ্গে এশীয় উন্নয়ন ব্যাংকের (এডিবি) এ সংক্রান্ত একটি অংশীদারত্ব কৌশলপত্র সই হয়েছে। আগামী পাঁচ বছরে জলবায়ু পরিবর্তন মোকাবিলা, অবকাঠামো উন্নয়ন, মানবসম্পদ ও সামাজিক খাতে বাংলাদেশকে এই অর্থ সহায়তা দেবে সংস্থাটি। bbox=[466, 770, 756, 840]
continued-from-label: শেষ পৃষ্ঠার পর bbox=[361, 1215, 419, 1227]
article-headline: বে-লিজিং ইনভেস্টমেন্টের bbox=[334, 661, 446, 705]
continued-from-label: শেষ পৃষ্ঠার পর bbox=[1004, 351, 1062, 363]
continued-from-label: শেষ পৃষ্ঠার পর bbox=[582, 1009, 640, 1021]
body-paragraph: সালে সুপ্রিম কোর্টের হাইকোর্ট বিভাগের অতিরিক্ত বিচারক হিসেবে নিয়োগ পান এবং ২০১১ সালে স্থায়ী বিচারপতি হিসেবে তাঁর নিয়োগ নিশ্চিত করা হয়। তিনি ৩ সেপ্টেম্বর, ২০২০-এ সর্বোচ্চ আপিল বিভাগে বিচারক হিসাবে উন্নীত হন। bbox=[24, 1117, 314, 1172]
article bbox=[890, 1315, 1176, 1493]
continued-from-label: শেষ পৃষ্ঠার পর bbox=[1004, 147, 1062, 159]
continued-from-label: শেষ পৃষ্ঠার পর bbox=[582, 418, 640, 430]
newspaper-logo: দেশ প্রতিক্ষণ bbox=[24, 44, 241, 95]
article-headline: যুক্তরাষ্ট্রের ভিসানীতি স্বাধীন গণমাধ্যমের bbox=[907, 1313, 1159, 1366]
article-headline: মার্কিন ভিসা নীতি পোশাক রপ্তানিতে প্রভাব ফেলবে না: বিজিএমইএ bbox=[904, 494, 1162, 573]
